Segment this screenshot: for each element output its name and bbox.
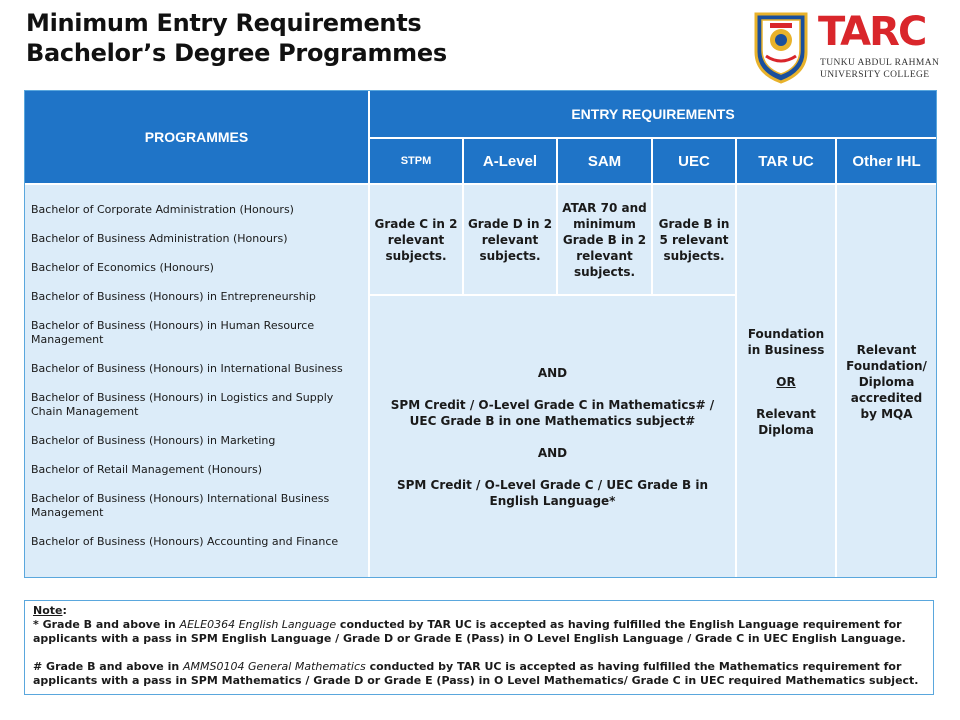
title-line-1: Minimum Entry Requirements: [26, 9, 422, 37]
list-item: Bachelor of Economics (Honours): [31, 261, 214, 274]
brand-sub-line-1: TUNKU ABDUL RAHMAN: [820, 58, 940, 68]
note-label: Note: [33, 604, 63, 617]
tar-uc-requirement: [739, 188, 833, 576]
programmes-list: [31, 203, 361, 564]
note-colon: :: [62, 604, 67, 617]
list-item: Bachelor of Business (Honours) in Human Resource Management: [31, 319, 315, 346]
note-box: [24, 600, 934, 695]
list-item: Bachelor of Business (Honours) in Entrepreneurship: [31, 290, 316, 303]
english-note-text: conducted by TAR UC is accepted as having fulfilled the English Language requirement for applicants with a pass in SPM English Language / Grade D or Grade E (Pass) in O Level English Language / Grade C in UEC English Language.: [33, 618, 906, 645]
or-label: OR: [776, 375, 796, 389]
subheader-other-ihl: Other IHL: [837, 139, 936, 183]
maths-requirement: SPM Credit / O-Level Grade C in Mathematics# / UEC Grade B in one Mathematics subject#: [390, 398, 715, 428]
english-note: [33, 618, 925, 646]
other-ihl-requirement: Relevant Foundation/ Diploma accredited by MQA: [839, 188, 934, 576]
tarc-logo: [752, 10, 942, 88]
a-level-requirement: Grade D in 2 relevant subjects.: [466, 188, 554, 292]
subheader-uec: UEC: [653, 139, 735, 183]
subheader-tar-uc: TAR UC: [737, 139, 835, 183]
list-item: Bachelor of Business (Honours) Accounting and Finance: [31, 535, 339, 548]
maths-course-code: AMMS0104 General Mathematics: [183, 660, 366, 673]
maths-note-prefix: # Grade B and above in: [33, 660, 184, 673]
header-entry-requirements: ENTRY REQUIREMENTS: [370, 91, 936, 137]
subheader-a-level: A-Level: [464, 139, 556, 183]
maths-note-text: conducted by TAR UC is accepted as having fulfilled the Mathematics requirement for applicants with a pass in SPM Mathematics / Grade D or Grade E (Pass) in O Level Mathematics/ Grade C in UEC required Mathematics subject.: [33, 660, 919, 687]
subheader-stpm: STPM: [370, 139, 462, 183]
tar-uc-diploma: Relevant Diploma: [756, 407, 816, 437]
brand-sub-line-2: UNIVERSITY COLLEGE: [820, 70, 930, 80]
subheader-sam: SAM: [558, 139, 651, 183]
and-label: AND: [537, 366, 568, 380]
sam-requirement: ATAR 70 and minimum Grade B in 2 relevant subjects.: [560, 188, 649, 292]
brand-name: TARC: [818, 9, 926, 55]
maths-note: [33, 660, 925, 688]
grid-line: [835, 139, 837, 577]
combined-requirements: [372, 298, 733, 576]
page-title: [26, 8, 447, 68]
grid-line: [556, 139, 558, 296]
grid-line: [25, 183, 936, 185]
english-course-code: AELE0364 English Language: [179, 618, 337, 631]
grid-line: [370, 294, 735, 296]
grid-line: [462, 139, 464, 296]
stpm-requirement: Grade C in 2 relevant subjects.: [372, 188, 460, 292]
grid-line: [368, 91, 370, 577]
and-label: AND: [537, 446, 568, 460]
list-item: Bachelor of Corporate Administration (Honours): [31, 203, 294, 216]
english-note-prefix: * Grade B and above in: [33, 618, 180, 631]
crest-emblem-icon: [752, 10, 810, 84]
grid-line: [735, 139, 737, 577]
list-item: Bachelor of Business (Honours) in International Business: [31, 362, 343, 375]
list-item: Bachelor of Retail Management (Honours): [31, 463, 263, 476]
header-programmes: PROGRAMMES: [25, 91, 368, 183]
grid-line: [370, 137, 936, 139]
title-line-2: Bachelor’s Degree Programmes: [26, 39, 447, 67]
list-item: Bachelor of Business (Honours) International Business Management: [31, 492, 330, 519]
list-item: Bachelor of Business (Honours) in Marketing: [31, 434, 276, 447]
english-requirement: SPM Credit / O-Level Grade C / UEC Grade B in English Language*: [396, 478, 709, 508]
list-item: Bachelor of Business (Honours) in Logistics and Supply Chain Management: [31, 391, 334, 418]
tar-uc-foundation: Foundation in Business: [747, 327, 825, 357]
grid-line: [651, 139, 653, 296]
list-item: Bachelor of Business Administration (Honours): [31, 232, 288, 245]
uec-requirement: Grade B in 5 relevant subjects.: [655, 188, 733, 292]
